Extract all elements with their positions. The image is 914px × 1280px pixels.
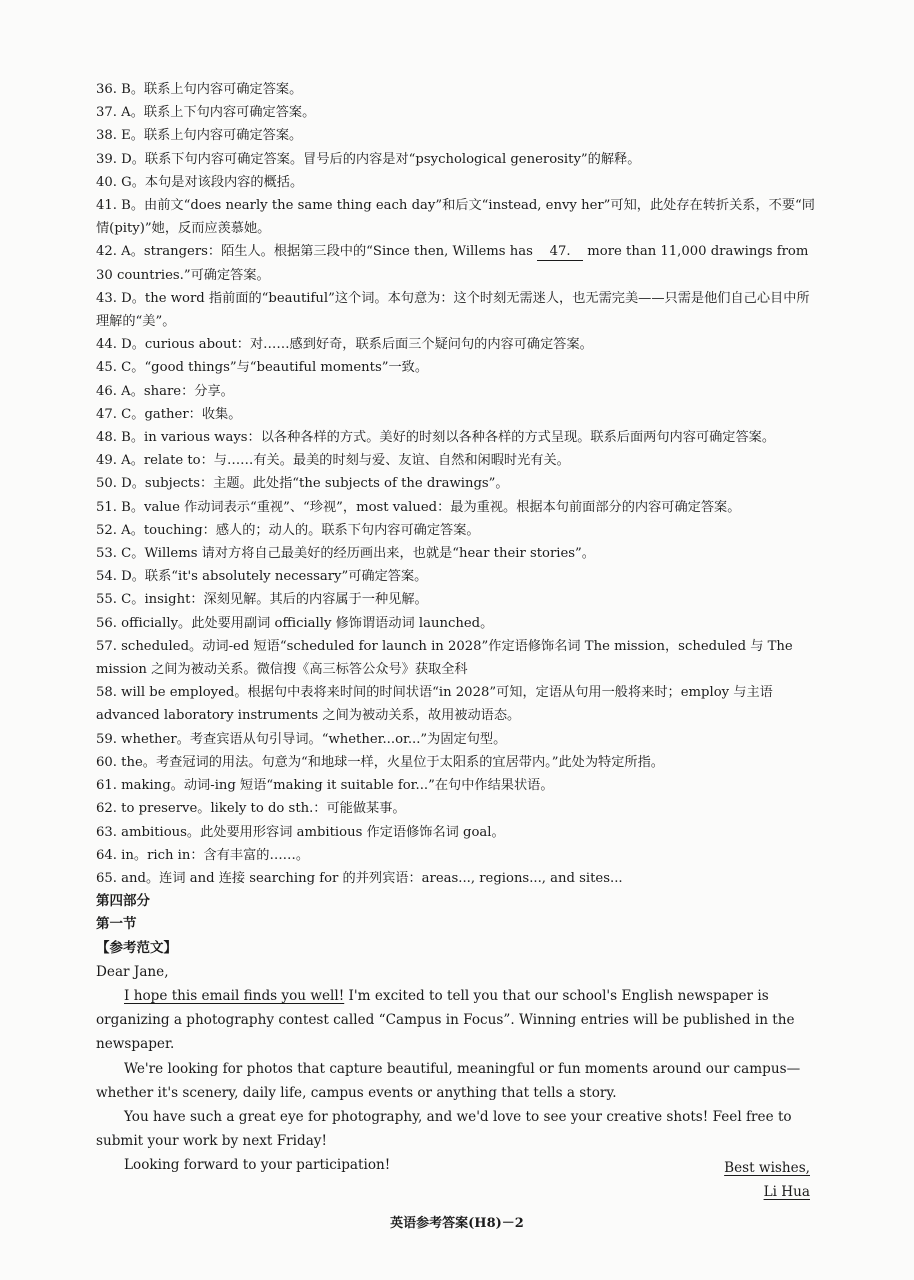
letter-paragraph	[96, 984, 820, 1057]
letter-opening-sentence: I hope this email finds you well!	[124, 987, 345, 1004]
answer-item: 54. D。联系“it's absolutely necessary”可确定答案。	[96, 569, 428, 585]
sample-essay-title: 【参考范文】	[96, 939, 177, 956]
answer-item	[96, 240, 820, 286]
answer-item: 50. D。subjects：主题。此处指“the subjects of the drawings”。	[96, 476, 509, 492]
letter-greeting: Dear Jane,	[96, 963, 169, 980]
answer-item: 63. ambitious。此处要用形容词 ambitious 作定语修饰名词 goal。	[96, 824, 505, 840]
answer-item: 41. B。由前文“does nearly the same thing each day”和后文“instead, envy her”可知，此处存在转折关系，不要“同情(pity)”她，反而应羡慕她。	[96, 198, 815, 237]
answer-item: 56. officially。此处要用副词 officially 修饰谓语动词 launched。	[96, 615, 494, 631]
answer-item: 47. C。gather：收集。	[96, 406, 242, 422]
page-footer: 英语参考答案(H8)－2	[390, 1216, 524, 1231]
letter-closing-phrase: Best wishes,	[724, 1160, 810, 1176]
answer-item: 45. C。“good things”与“beautiful moments”一致。	[96, 360, 429, 376]
answer-item: 46. A。share：分享。	[96, 383, 234, 399]
answer-item: 49. A。relate to：与……有关。最美的时刻与爱、友谊、自然和闲暇时光有关。	[96, 453, 570, 469]
answer-item: 58. will be employed。根据句中表将来时间的时间状语“in 2028”可知，定语从句用一般将来时；employ 与主语 advanced laboratory instruments 之间为被动关系，故用被动语态。	[96, 685, 773, 724]
answer-blank: 47.	[537, 244, 583, 261]
answer-item: 39. D。联系下句内容可确定答案。冒号后的内容是对“psychological generosity”的解释。	[96, 151, 641, 167]
letter-closing	[724, 1156, 810, 1204]
answer-item: 59. whether。考查宾语从句引导词。“whether...or...”为固定句型。	[96, 731, 507, 747]
answer-item: 37. A。联系上下句内容可确定答案。	[96, 105, 316, 121]
answer-item: 61. making。动词-ing 短语“making it suitable for...”在句中作结果状语。	[96, 778, 554, 794]
answer-item: 43. D。the word 指前面的“beautiful”这个词。本句意为：这个时刻无需迷人，也无需完美——只需是他们自己心目中所理解的“美”。	[96, 290, 810, 330]
letter-signature: Li Hua	[763, 1184, 810, 1200]
answer-item: 38. E。联系上句内容可确定答案。	[96, 128, 303, 144]
answer-item: 48. B。in various ways：以各种各样的方式。美好的时刻以各种各样的方式呈现。联系后面两句内容可确定答案。	[96, 430, 776, 446]
answer-item: 65. and。连词 and 连接 searching for 的并列宾语：areas..., regions..., and sites...	[96, 870, 623, 886]
letter-paragraph: We're looking for photos that capture beautiful, meaningful or fun moments around our campus—whether it's scenery, daily life, campus events or anything that tells a story.	[96, 1060, 801, 1101]
answer-text-pre: 42. A。strangers：陌生人。根据第三段中的“Since then, Willems has	[96, 244, 533, 260]
answer-item: 44. D。curious about：对……感到好奇，联系后面三个疑问句的内容可确定答案。	[96, 337, 593, 353]
section-title: 第一节	[96, 916, 137, 933]
answer-item: 62. to preserve。likely to do sth.：可能做某事。	[96, 801, 406, 817]
answer-item: 40. G。本句是对该段内容的概括。	[96, 174, 304, 190]
answer-item: 60. the。考查冠词的用法。句意为“和地球一样，火星位于太阳系的宜居带内。”此处为特定所指。	[96, 754, 664, 770]
answer-text-post: more than 11,000 drawings from 30 countries.”可确定答案。	[96, 244, 809, 283]
sample-letter	[96, 960, 820, 1178]
answer-list	[96, 78, 820, 1178]
letter-paragraph-text: I'm excited to tell you that our school's English newspaper is organizing a photography contest called “Campus in Focus”. Winning entries will be published in the newspaper.	[96, 987, 795, 1053]
answer-item: 51. B。value 作动词表示“重视”、“珍视”，most valued：最为重视。根据本句前面部分的内容可确定答案。	[96, 499, 741, 515]
letter-paragraph: Looking forward to your participation!	[124, 1157, 391, 1174]
answer-item: 53. C。Willems 请对方将自己最美好的经历画出来，也就是“hear their stories”。	[96, 546, 595, 562]
answer-item: 36. B。联系上句内容可确定答案。	[96, 82, 303, 97]
part-title: 第四部分	[96, 893, 150, 910]
letter-paragraph: You have such a great eye for photography, and we'd love to see your creative shots! Feel free to submit your work by next Friday!	[96, 1108, 792, 1150]
answer-item: 57. scheduled。动词-ed 短语“scheduled for launch in 2028”作定语修饰名词 The mission，scheduled 与 The mission 之间为被动关系。微信搜《高三标答公众号》获取全科	[96, 638, 793, 678]
answer-item: 64. in。rich in：含有丰富的……。	[96, 847, 310, 863]
answer-item: 52. A。touching：感人的；动人的。联系下句内容可确定答案。	[96, 522, 480, 538]
answer-item: 55. C。insight：深刻见解。其后的内容属于一种见解。	[96, 592, 428, 608]
